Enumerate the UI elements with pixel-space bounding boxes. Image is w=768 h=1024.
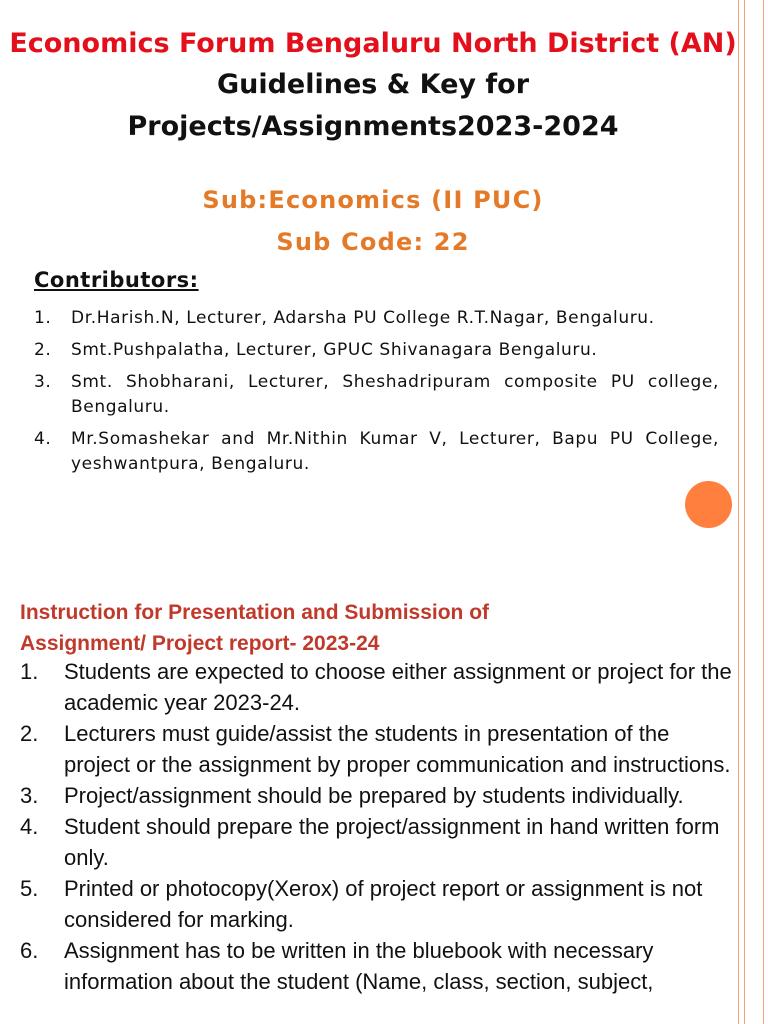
instruction-text: Assignment has to be written in the bluebook with necessary information about the student (Name, class, section, subject, xyxy=(64,938,654,994)
instruction-item xyxy=(20,935,740,997)
instruction-number: 3. xyxy=(20,783,39,808)
contributor-text: Dr.Harish.N, Lecturer, Adarsha PU College R.T.Nagar, Bengaluru. xyxy=(71,308,655,328)
contributor-text: Mr.Somashekar and Mr.Nithin Kumar V, Lecturer, Bapu PU College, yeshwantpura, Bengaluru. xyxy=(71,429,719,474)
instruction-number: 1. xyxy=(20,659,39,684)
subject-code: Sub Code: 22 xyxy=(276,228,470,256)
instructions-heading-line1: Instruction for Presentation and Submission of xyxy=(20,601,490,624)
contributors-list xyxy=(34,306,719,484)
instruction-text: Students are expected to choose either assignment or project for the academic year 2023-24. xyxy=(64,659,732,715)
instructions-heading xyxy=(20,597,740,659)
projects-title: Projects/Assignments2023-2024 xyxy=(127,111,619,142)
contributor-number: 4. xyxy=(34,429,52,449)
contributor-item xyxy=(34,427,719,477)
instruction-text: Printed or photocopy(Xerox) of project report or assignment is not considered for marking. xyxy=(64,876,703,932)
instruction-item xyxy=(20,811,740,873)
contributors-heading: Contributors: xyxy=(34,268,199,292)
guidelines-title: Guidelines & Key for xyxy=(216,69,530,100)
contributor-text: Smt. Shobharani, Lecturer, Sheshadripuram composite PU college, Bengaluru. xyxy=(71,372,719,417)
contributor-item xyxy=(34,338,719,363)
contributor-number: 1. xyxy=(34,308,52,328)
contributor-number: 2. xyxy=(34,340,52,360)
instructions-list xyxy=(20,656,740,997)
contributor-item xyxy=(34,306,719,331)
contributor-item xyxy=(34,370,719,420)
instruction-text: Lecturers must guide/assist the students in presentation of the project or the assignment by proper communication and instructions. xyxy=(64,721,731,777)
instruction-item xyxy=(20,656,740,718)
instruction-text: Student should prepare the project/assignment in hand written form only. xyxy=(64,814,720,870)
contributor-number: 3. xyxy=(34,372,52,392)
instructions-slide xyxy=(0,545,768,1024)
instruction-number: 4. xyxy=(20,814,39,839)
instruction-number: 2. xyxy=(20,721,39,746)
instructions-heading-line2: Assignment/ Project report- 2023-24 xyxy=(20,632,380,655)
instruction-number: 6. xyxy=(20,938,39,963)
instruction-text: Project/assignment should be prepared by students individually. xyxy=(64,783,684,808)
instruction-item xyxy=(20,873,740,935)
contributor-text: Smt.Pushpalatha, Lecturer, GPUC Shivanagara Bengaluru. xyxy=(71,340,598,360)
subject-label: Sub:Economics (II PUC) xyxy=(202,186,544,214)
instruction-item xyxy=(20,780,740,811)
orange-circle-decoration xyxy=(685,481,732,528)
forum-title: Economics Forum Bengaluru North District (AN) xyxy=(9,28,737,59)
instruction-item xyxy=(20,718,740,780)
instruction-number: 5. xyxy=(20,876,39,901)
